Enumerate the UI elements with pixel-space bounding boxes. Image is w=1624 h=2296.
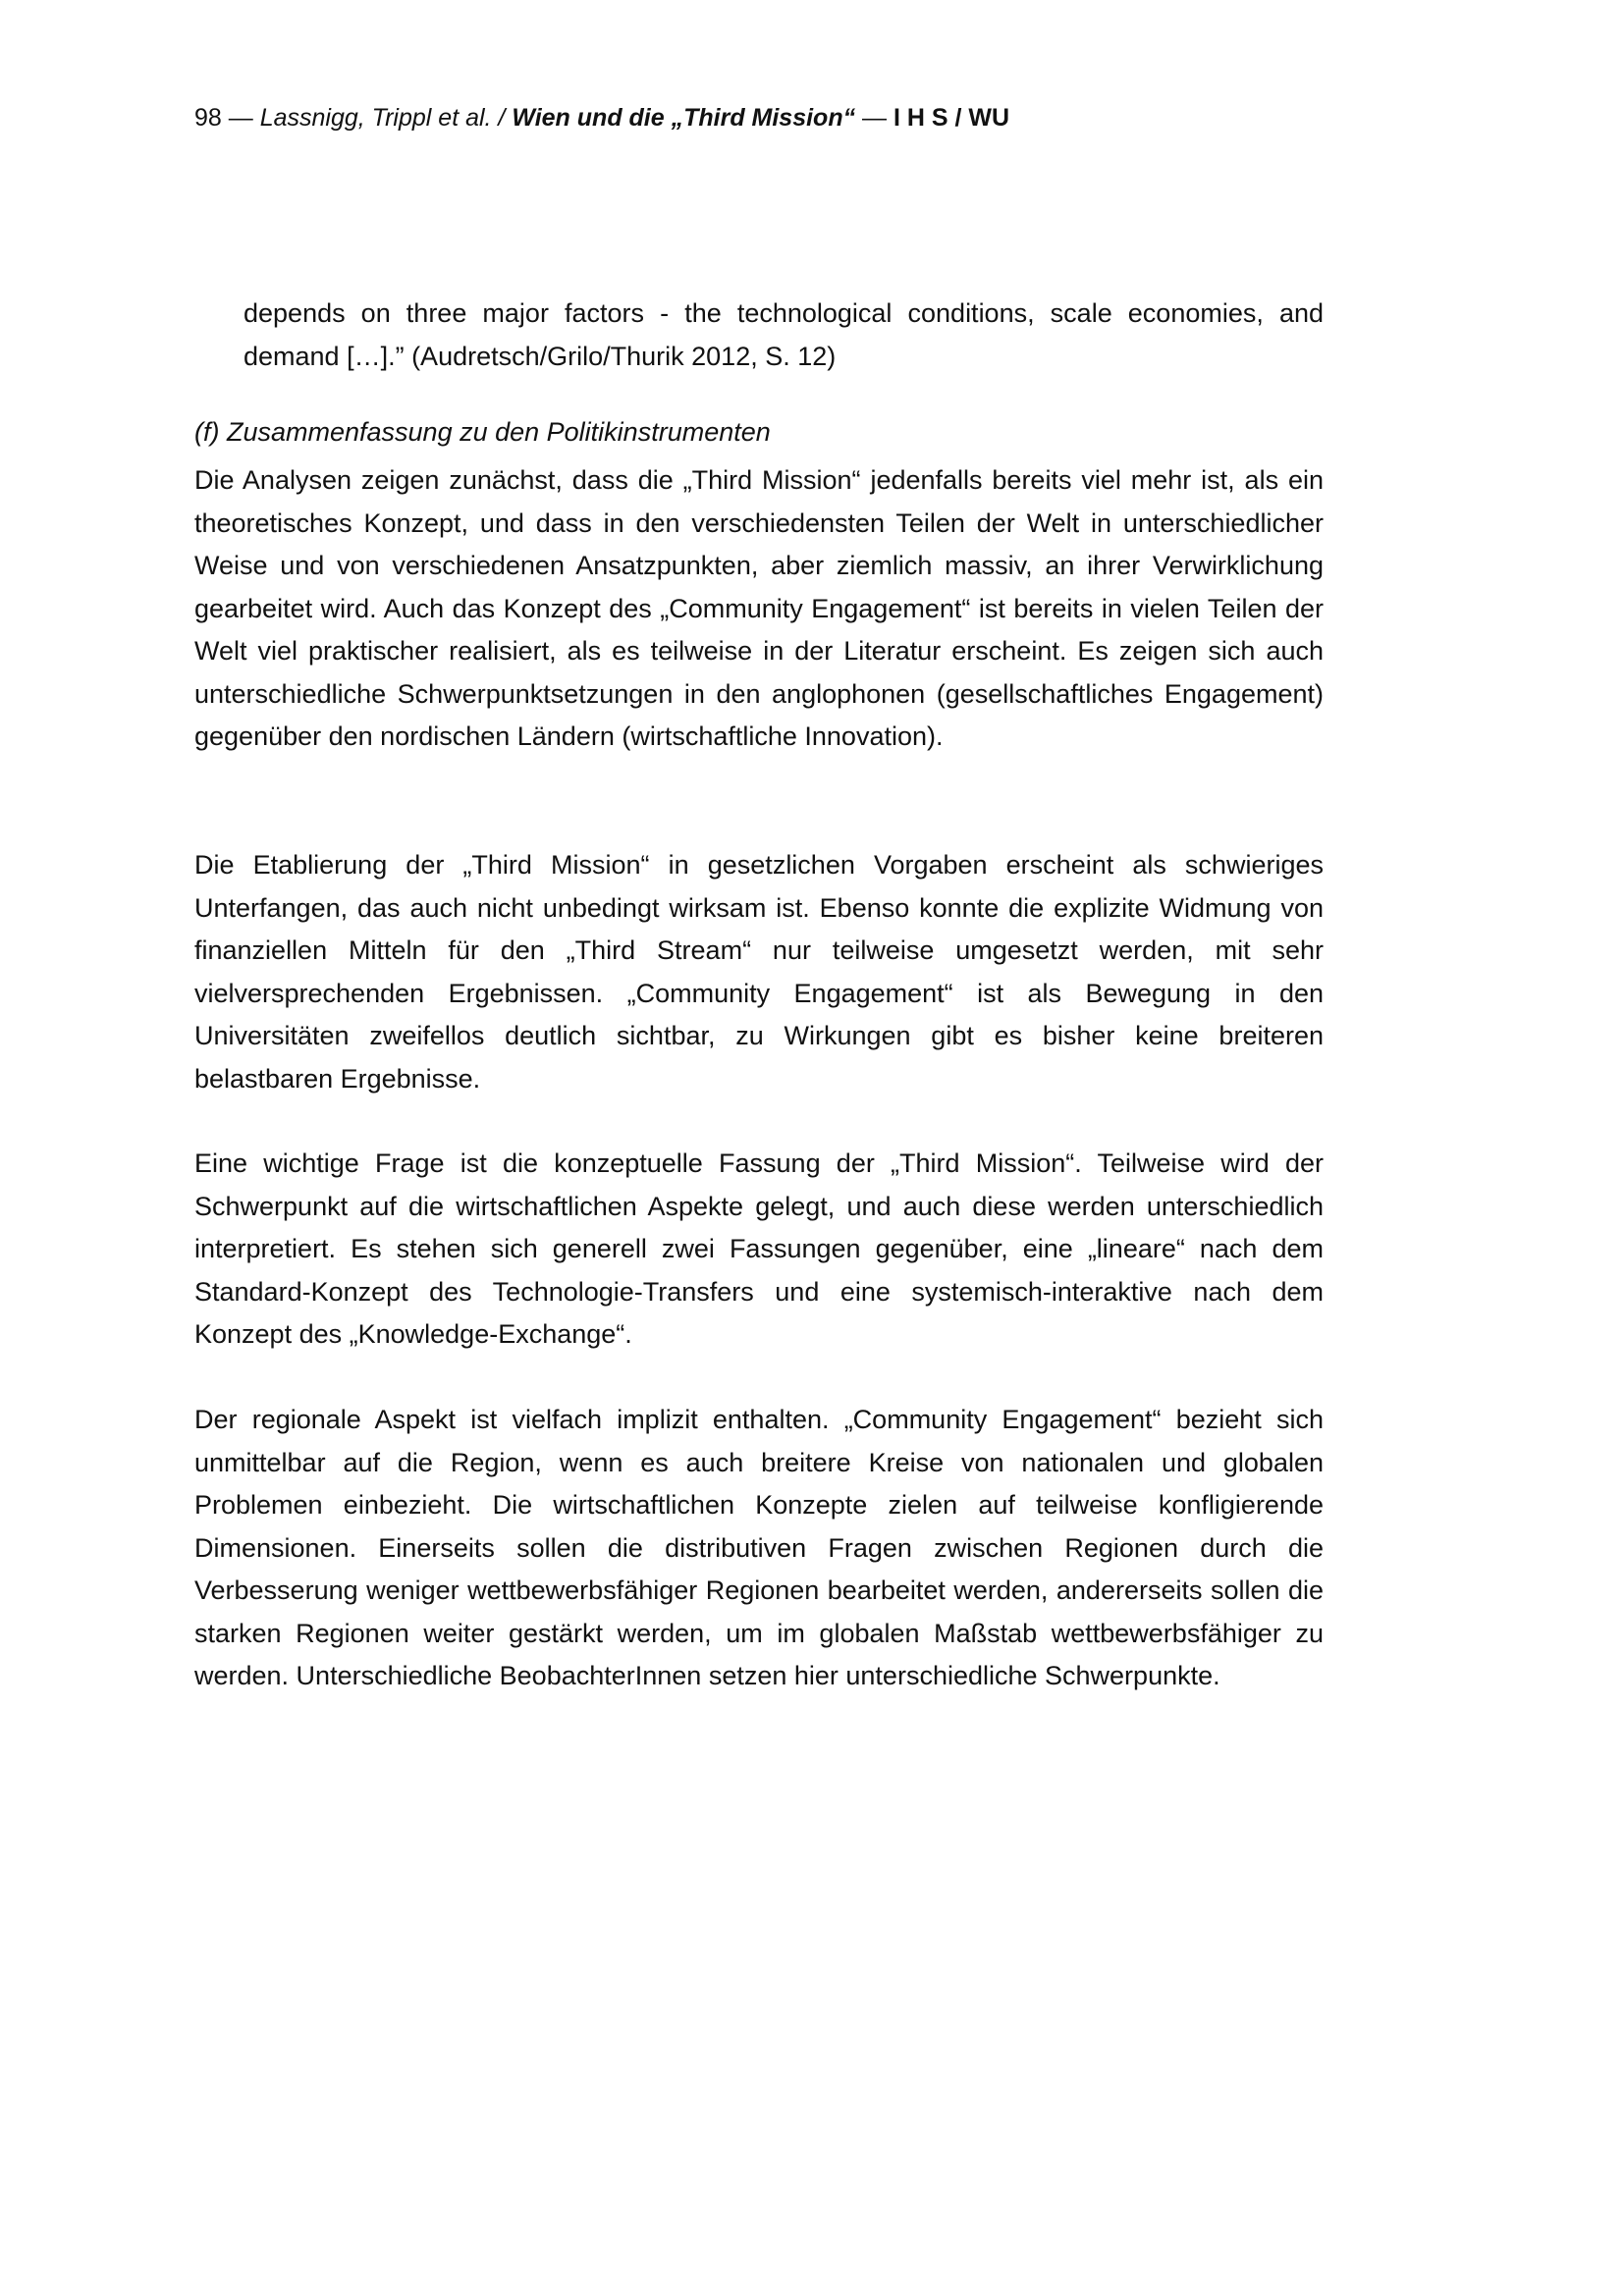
running-header bbox=[194, 101, 1009, 134]
header-institutions: I H S / WU bbox=[893, 104, 1010, 132]
body-paragraph: Der regionale Aspekt ist vielfach implizit enthalten. „Community Engagement“ bezieht sich unmittelbar auf die Region, wenn es auch breitere Kreise von nationalen und globalen Problemen einbezieht. Die wirtschaftlichen Konzepte zielen auf teilweise konfligierende Dimensionen. Einerseits sollen die distributiven Fragen zwischen Regionen durch die Verbesserung weniger wettbewerbsfähiger Regionen bearbeitet werden, andererseits sollen die starken Regionen weiter gestärkt werden, um im globalen Maßstab wettbewerbsfähiger zu werden. Unterschiedliche BeobachterInnen setzen hier unterschiedliche Schwerpunkte. bbox=[194, 1405, 1324, 1690]
body-paragraph: Die Etablierung der „Third Mission“ in gesetzlichen Vorgaben erscheint als schwieriges Unterfangen, das auch nicht unbedingt wirksam ist. Ebenso konnte die explizite Widmung von finanziellen Mitteln für den „Third Stream“ nur teilweise umgesetzt werden, mit sehr vielversprechenden Ergebnissen. „Community Engagement“ ist als Bewegung in den Universitäten zweifellos deutlich sichtbar, zu Wirkungen gibt es bisher keine breiteren belastbaren Ergebnisse. bbox=[194, 850, 1324, 1094]
page-number: 98 bbox=[194, 104, 222, 132]
header-authors: Lassnigg, Trippl et al. / bbox=[259, 104, 513, 132]
header-separator: — bbox=[855, 104, 894, 132]
header-separator: — bbox=[221, 104, 260, 132]
section-heading: (f) Zusammenfassung zu den Politikinstrumenten bbox=[194, 417, 771, 447]
body-paragraph: Eine wichtige Frage ist die konzeptuelle Fassung der „Third Mission“. Teilweise wird der Schwerpunkt auf die wirtschaftlichen Aspekte gelegt, und auch diese werden unterschiedlich interpretiert. Es stehen sich generell zwei Fassungen gegenüber, eine „lineare“ nach dem Standard-Konzept des Technologie-Transfers und eine systemisch-interaktive nach dem Konzept des „Knowledge-Exchange“. bbox=[194, 1148, 1324, 1349]
header-title: Wien und die „Third Mission“ bbox=[512, 104, 856, 132]
block-quote: depends on three major factors - the technological conditions, scale economies, and demand […].” (Audretsch/Grilo/Thurik 2012, S. 12) bbox=[244, 298, 1324, 371]
body-paragraph: Die Analysen zeigen zunächst, dass die „Third Mission“ jedenfalls bereits viel mehr ist, als ein theoretisches Konzept, und dass in den verschiedensten Teilen der Welt in unterschiedlicher Weise und von verschiedenen Ansatzpunkten, aber ziemlich massiv, an ihrer Verwirklichung gearbeitet wird. Auch das Konzept des „Community Engagement“ ist bereits in vielen Teilen der Welt viel praktischer realisiert, als es teilweise in der Literatur erscheint. Es zeigen sich auch unterschiedliche Schwerpunktsetzungen in den anglophonen (gesellschaftliches Engagement) gegenüber den nordischen Ländern (wirtschaftliche Innovation). bbox=[194, 465, 1324, 751]
